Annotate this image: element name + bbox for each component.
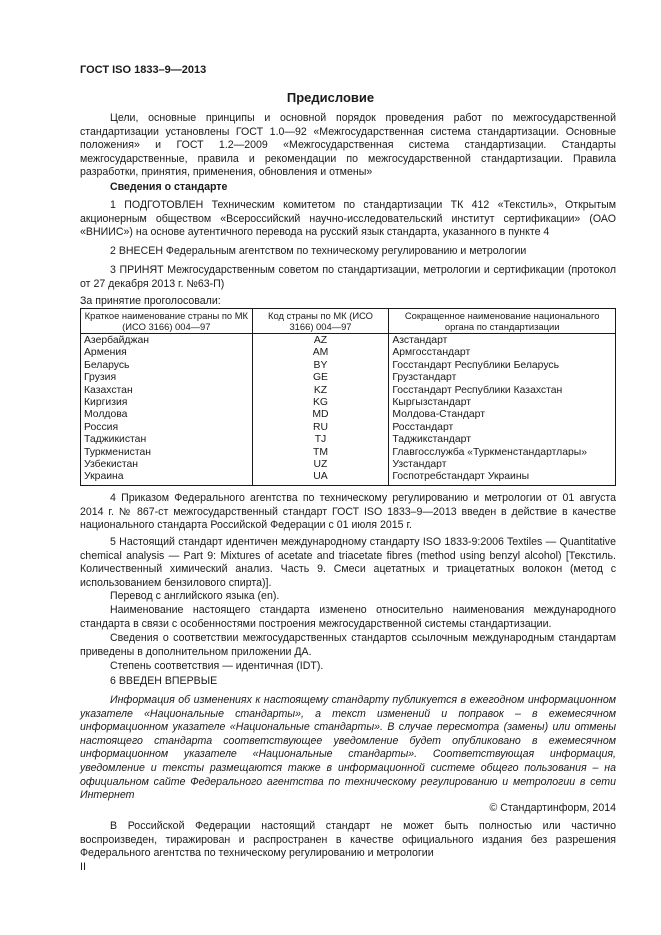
body-cell: Узстандарт <box>389 459 616 471</box>
voting-table <box>80 308 616 486</box>
intro-paragraph: Цели, основные принципы и основной порядок проведения работ по межгосударственной стандартизации установлены ГОСТ 1.0—92 «Межгосударственная система стандартизации. Основные положения» и ГОСТ 1.2—2009 «Межгосударственная система стандартизации. Стандарты межгосударственные, правила и рекомендации по межгосударственной стандартизации. Правила разработки, принятия, применения, обновления и отмены» <box>80 112 616 179</box>
item-5-paragraph: 5 Настоящий стандарт идентичен международному стандарту ISO 1833-9:2006 Textiles — Quantitative chemical analysis — Part 9: Mixtures of acetate and triacetate fibres (method using benzyl alcohol) [Текстиль. Количественный химический анализ. Часть 9. Смеси ацетатных и триацетатных волокон (метод с использованием бензилового спирта)]. <box>80 536 616 589</box>
country-cell: Украина <box>81 471 253 485</box>
item-5-name-change: Наименование настоящего стандарта изменено относительно наименования международного стандарта в связи с особенностями построения межгосударственной системы стандартизации. <box>80 604 616 630</box>
body-cell: Грузстандарт <box>389 372 616 384</box>
code-cell: TJ <box>252 434 389 446</box>
code-cell: KG <box>252 397 389 409</box>
item-5-degree: Степень соответствия — идентичная (IDT). <box>110 660 324 672</box>
body-cell: Главгосслужба «Туркменстандартлары» <box>389 447 616 459</box>
item-6-paragraph: 6 ВВЕДЕН ВПЕРВЫЕ <box>110 675 218 687</box>
body-cell: Таджикстандарт <box>389 434 616 446</box>
changes-notice: Информация об изменениях к настоящему стандарту публикуется в ежегодном информационном указателе «Национальные стандарты», а текст изменений и поправок – в ежемесячном информационном указателе «Национальные стандарты». В случае пересмотра (замены) или отмены настоящего стандарта соответствующее уведомление будет опубликовано в ежемесячном информационном указателе «Национальные стандарты». Соответствующая информация, уведомление и тексты размещаются также в информационной системе общего пользования – на официальном сайте Федерального агентства по техническому регулированию и метрологии в сети Интернет <box>80 694 616 802</box>
body-cell: Госстандарт Республики Беларусь <box>389 360 616 372</box>
code-cell: AM <box>252 347 389 359</box>
item-3-paragraph: 3 ПРИНЯТ Межгосударственным советом по стандартизации, метрологии и сертификации (протокол от 27 декабря 2013 г. №63-П) <box>80 264 616 290</box>
code-cell: AZ <box>252 334 389 348</box>
code-cell: UA <box>252 471 389 485</box>
table-row <box>81 471 616 485</box>
document-code-header: ГОСТ ISO 1833–9—2013 <box>80 64 207 76</box>
table-row <box>81 434 616 446</box>
body-cell: Молдова-Стандарт <box>389 409 616 421</box>
vote-label: За принятие проголосовали: <box>80 295 221 307</box>
table-row <box>81 459 616 471</box>
code-cell: GE <box>252 372 389 384</box>
body-cell: Госпотребстандарт Украины <box>389 471 616 485</box>
table-row <box>81 422 616 434</box>
code-cell: KZ <box>252 385 389 397</box>
country-cell: Армения <box>81 347 253 359</box>
country-cell: Узбекистан <box>81 459 253 471</box>
rights-paragraph: В Российской Федерации настоящий стандарт не может быть полностью или частично воспроизведен, тиражирован и распространен в качестве официального издания без разрешения Федерального агентства по техническому регулированию и метрологии <box>80 820 616 860</box>
country-cell: Киргизия <box>81 397 253 409</box>
column-header-country: Краткое наименование страны по МК (ИСО 3166) 004—97 <box>81 309 253 334</box>
table-row <box>81 447 616 459</box>
table-row <box>81 372 616 384</box>
country-cell: Россия <box>81 422 253 434</box>
item-5-language: Перевод с английского языка (en). <box>110 590 280 602</box>
country-cell: Казахстан <box>81 385 253 397</box>
table-header-row <box>81 309 616 334</box>
table-row <box>81 397 616 409</box>
item-1-paragraph: 1 ПОДГОТОВЛЕН Техническим комитетом по стандартизации ТК 412 «Текстиль», Открытым акционерным обществом «Всероссийский научно-исследовательский институт сертификации» (ОАО «ВНИИС») на основе аутентичного перевода на русский язык стандарта, указанного в пункте 4 <box>80 199 616 239</box>
page-number: II <box>80 861 87 873</box>
table-row <box>81 347 616 359</box>
code-cell: MD <box>252 409 389 421</box>
country-cell: Азербайджан <box>81 334 253 348</box>
code-cell: RU <box>252 422 389 434</box>
page-title: Предисловие <box>286 90 375 105</box>
body-cell: Азстандарт <box>389 334 616 348</box>
body-cell: Госстандарт Республики Казахстан <box>389 385 616 397</box>
table-row <box>81 334 616 348</box>
body-cell: Армгосстандарт <box>389 347 616 359</box>
country-cell: Таджикистан <box>81 434 253 446</box>
code-cell: TM <box>252 447 389 459</box>
item-5-references: Сведения о соответствии межгосударственных стандартов ссылочным международным стандартам приведены в дополнительном приложении ДА. <box>80 632 616 658</box>
item-2-paragraph: 2 ВНЕСЕН Федеральным агентством по техническому регулированию и метрологии <box>110 245 527 257</box>
body-cell: Росстандарт <box>389 422 616 434</box>
copyright-line: © Стандартинформ, 2014 <box>489 802 616 814</box>
country-cell: Молдова <box>81 409 253 421</box>
column-header-code: Код страны по МК (ИСО 3166) 004—97 <box>252 309 389 334</box>
item-4-paragraph: 4 Приказом Федерального агентства по техническому регулированию и метрологии от 01 августа 2014 г. № 867-ст межгосударственный стандарт ГОСТ ISO 1833–9—2013 введен в действие в качестве национального стандарта Российской Федерации с 01 июля 2015 г. <box>80 492 616 532</box>
info-heading: Сведения о стандарте <box>110 181 228 193</box>
table-row <box>81 409 616 421</box>
table-row <box>81 385 616 397</box>
body-cell: Кыргызстандарт <box>389 397 616 409</box>
country-cell: Грузия <box>81 372 253 384</box>
country-cell: Туркменистан <box>81 447 253 459</box>
country-cell: Беларусь <box>81 360 253 372</box>
code-cell: BY <box>252 360 389 372</box>
code-cell: UZ <box>252 459 389 471</box>
column-header-body: Сокращенное наименование национального органа по стандартизации <box>389 309 616 334</box>
table-row <box>81 360 616 372</box>
